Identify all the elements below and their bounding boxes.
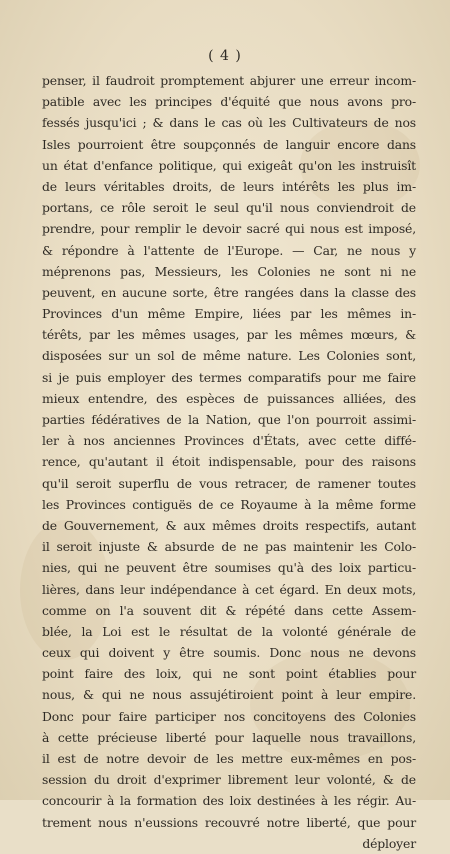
text-line: prendre, pour remplir le devoir sacré qui nous est imposé, <box>42 221 416 237</box>
text-line: portans, ce rôle seroit le seul qu'il nous conviendroit de <box>42 200 416 216</box>
text-line: à cette précieuse liberté pour laquelle nous travaillons, <box>42 729 416 745</box>
text-line: trement nous n'eussions recouvré notre liberté, que pour <box>42 814 416 830</box>
text-line: Provinces d'un même Empire, liées par les mêmes in- <box>42 306 416 322</box>
text-line: penser, il faudroit promptement abjurer une erreur incom- <box>42 73 416 88</box>
text-line: parties fédératives de la Nation, que l'on pourroit assimi- <box>42 412 416 427</box>
text-line: point faire des loix, qui ne sont point établies pour <box>42 666 416 682</box>
text-line: mieux entendre, des espèces de puissances alliées, des <box>42 390 416 406</box>
text-line: blée, la Loi est le résultat de la volonté générale de <box>42 623 416 639</box>
text-line: peuvent, en aucune sorte, être rangées dans la classe des <box>42 284 416 300</box>
text-line: il seroit injuste & absurde de ne pas maintenir les Colo- <box>42 539 416 555</box>
page-number: ( 4 ) <box>208 48 242 64</box>
text-line: térêts, par les mêmes usages, par les mêmes mœurs, & <box>42 327 416 343</box>
text-line: méprenons pas, Messieurs, les Colonies ne sont ni ne <box>42 263 416 279</box>
text-line: rence, qu'autant il étoit indispensable, pour des raisons <box>42 454 416 470</box>
text-line: lières, dans leur indépendance à cet égard. En deux mots, <box>42 581 416 597</box>
text-line: il est de notre devoir de les mettre eux-mêmes en pos- <box>42 751 416 766</box>
text-line: & répondre à l'attente de l'Europe. — Car, ne nous y <box>42 242 416 258</box>
text-line: ceux qui doivent y être soumis. Donc nous ne devons <box>42 645 416 661</box>
text-line: de Gouvernement, & aux mêmes droits respectifs, autant <box>42 517 416 533</box>
text-line: qu'il seroit superflu de vous retracer, de ramener toutes <box>42 475 416 491</box>
text-line: nous, & qui ne nous assujétiroient point à leur empire. <box>42 687 416 703</box>
text-line: nies, qui ne peuvent être soumises qu'à des loix particu- <box>42 560 416 576</box>
text-line: disposées sur un sol de même nature. Les Colonies sont, <box>42 348 416 364</box>
text-line: session du droit d'exprimer librement leur volonté, & de <box>42 772 416 788</box>
body-text <box>42 70 416 854</box>
text-line: si je puis employer des termes comparatifs pour me faire <box>42 369 416 385</box>
text-line: de leurs véritables droits, de leurs intérêts les plus im- <box>42 178 416 194</box>
text-line: comme on l'a souvent dit & répété dans cette Assem- <box>42 602 416 618</box>
text-line: patible avec les principes d'équité que nous avons pro- <box>42 94 416 110</box>
text-line: les Provinces contiguës de ce Royaume à la même forme <box>42 496 416 512</box>
text-line: déployer <box>362 835 416 851</box>
text-line: concourir à la formation des loix destinées à les régir. Au- <box>42 793 416 809</box>
text-line: Isles pourroient être soupçonnés de languir encore dans <box>42 136 416 152</box>
text-line: un état d'enfance politique, qui exigeât qu'on les instruisît <box>42 157 416 173</box>
text-line: fessés jusqu'ici ; & dans le cas où les Cultivateurs de nos <box>42 115 416 131</box>
text-line: ler à nos anciennes Provinces d'États, avec cette diffé- <box>42 433 416 449</box>
text-line: Donc pour faire participer nos concitoyens des Colonies <box>42 708 416 724</box>
